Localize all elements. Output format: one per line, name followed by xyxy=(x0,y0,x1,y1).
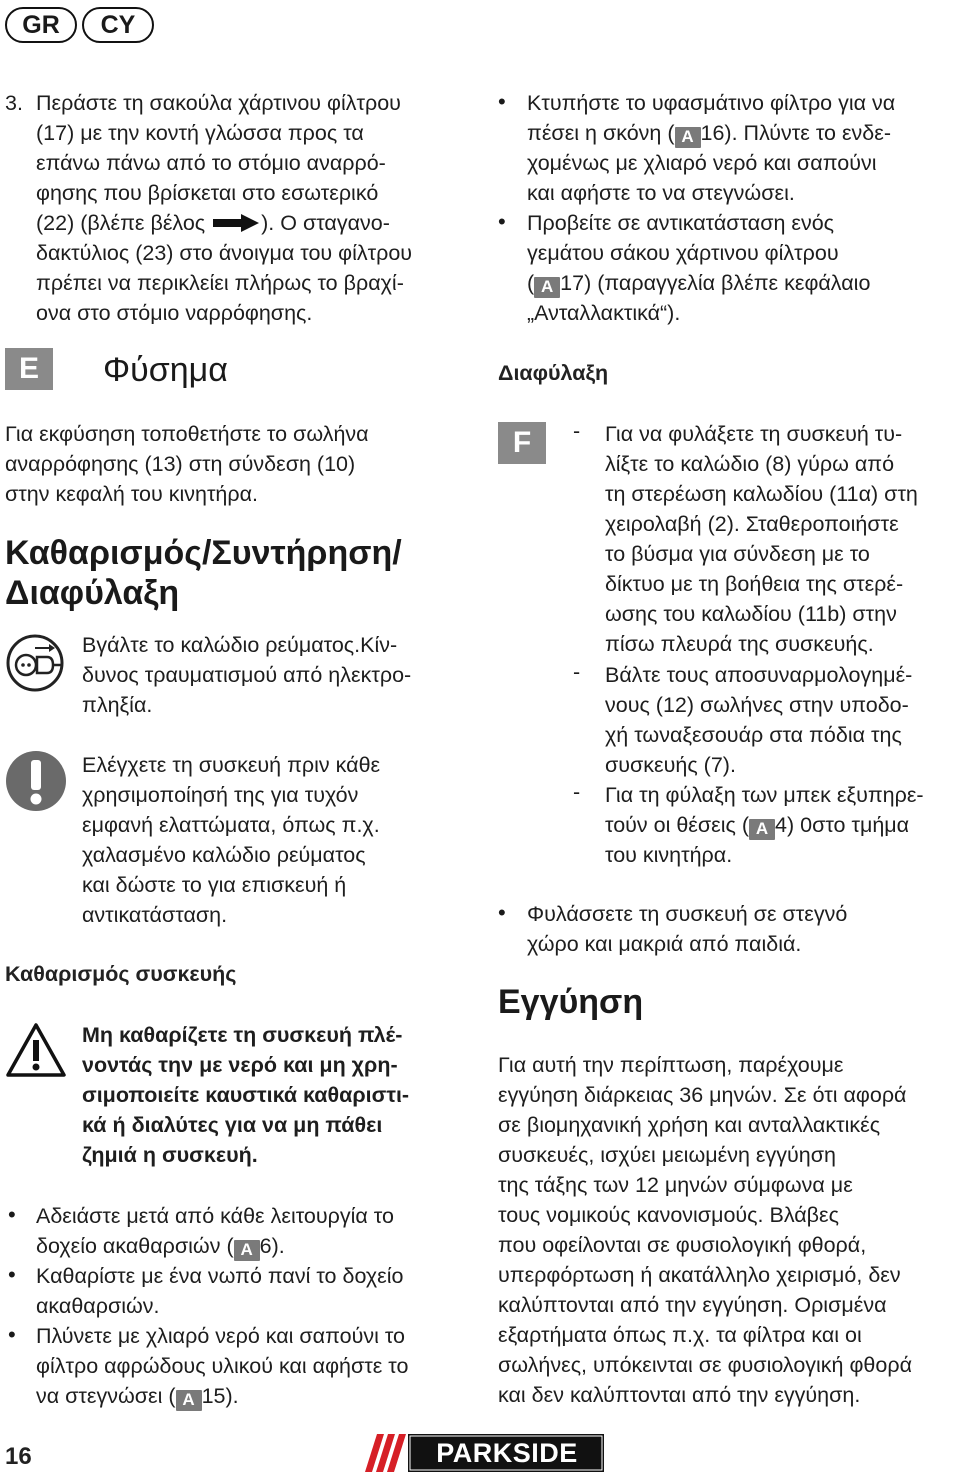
bullet-icon: • xyxy=(8,1262,16,1287)
dash-icon: - xyxy=(573,419,581,443)
list-item: Κτυπήστε το υφασμάτινο φίλτρο για να πέσει η σκόνη ( A 16). Πλύντε το ενδε- χομένως με χλιαρό νερό και σαπούνι και αφήστε το να στεγνώσει. xyxy=(527,91,896,205)
brand-name: PARKSIDE xyxy=(436,1438,578,1468)
unplug-warning: Βγάλτε το καλώδιο ρεύματος.Κίν- δυνος τραυματισμού από ηλεκτρο- πληξία. xyxy=(82,633,412,717)
list-item: Φυλάσσετε τη συσκευή σε στεγνό χώρο και μακριά από παιδιά. xyxy=(527,902,848,956)
unplug-icon xyxy=(5,633,65,693)
page-number: 16 xyxy=(5,1443,32,1470)
bullet-icon: • xyxy=(8,1202,16,1227)
bullet-icon: • xyxy=(498,89,506,114)
step-3-number: 3. xyxy=(5,91,23,115)
figure-a-icon: A xyxy=(534,277,560,298)
lang-badge-cy: CY xyxy=(82,7,154,43)
dash-icon: - xyxy=(573,780,581,804)
blow-instructions: Για εκφύσηση τοποθετήστε το σωλήνα αναρρόφησης (13) στη σύνδεση (10) στην κεφαλή του κινητήρα. xyxy=(5,422,369,506)
list-item: Αδειάστε μετά από κάθε λειτουργία το δοχείο ακαθαρσιών ( A 6). xyxy=(36,1204,394,1259)
list-item: Πλύνετε με χλιαρό νερό και σαπούνι το φίλτρο αφρώδους υλικού και αφήστε το να στεγνώσει ( A 15). xyxy=(36,1324,409,1409)
warranty-heading: Εγγύηση xyxy=(498,983,644,1021)
figure-a-icon: A xyxy=(749,819,775,840)
inspection-note: Ελέγχετε τη συσκευή πριν κάθε χρησιμοποίησή της για τυχόν εμφανή ελαττώματα, όπως π.χ. χαλασμένο καλώδιο ρεύματος και δώστε το για επισκευή ή αντικατάσταση. xyxy=(82,753,381,927)
cleaning-maintenance-heading: Καθαρισμός/Συντήρηση/ Διαφύλαξη xyxy=(5,534,402,612)
device-cleaning-heading: Καθαρισμός συσκευής xyxy=(5,962,237,986)
dash-icon: - xyxy=(573,660,581,684)
list-item: Καθαρίστε με ένα νωπό πανί το δοχείο ακαθαρσιών. xyxy=(36,1264,404,1318)
figure-a-icon: A xyxy=(675,127,701,148)
list-item: Προβείτε σε αντικατάσταση ενός γεμάτου σάκου χάρτινου φίλτρου ( A 17) (παραγγελία βλέπε κεφάλαιο „Ανταλλακτικά“). xyxy=(527,211,871,325)
parkside-logo xyxy=(362,1432,606,1474)
figure-a-icon: A xyxy=(176,1390,202,1411)
arrow-right-icon xyxy=(211,213,261,233)
exclamation-circle-icon xyxy=(5,750,67,812)
warranty-text: Για αυτή την περίπτωση, παρέχουμε εγγύηση διάρκειας 36 μηνών. Σε ότι αφορά σε βιομηχανική χρήση και ανταλλακτικές συσκευές, ισχύει μειωμένη εγγύηση της τάξης των 12 μηνών σύμφωνα με τους νομικούς κανονισμούς. Βλάβες που οφείλονται σε φυσιολογική φθορά, υπερφόρτωση ή ακατάλληλο χειρισμό, δεν καλύπτονται από την εγγύηση. Ορισμένα εξαρτήματα όπως π.χ. τα φίλτρα και οι σωλήνες, υπόκεινται σε φυσιολογική φθορά και δεν καλύπτονται από την εγγύηση. xyxy=(498,1053,913,1407)
section-e-title: Φύσημα xyxy=(103,351,228,389)
step-3-text: Περάστε τη σακούλα χάρτινου φίλτρου (17) με την κοντή γλώσσα προς τα επάνω πάνω από το στόμιο αναρρό- φησης που βρίσκεται στο εσωτερικό (22) (βλέπε βέλος ). Ο σταγανο- δακτύλιος (23) στο άνοιγμα του φίλτρου πρέπει να περικλείει πλήρως το βραχί- ονα στο στόμιο ναρρόφησης. xyxy=(36,91,413,325)
bullet-icon: • xyxy=(498,900,506,925)
figure-a-icon: A xyxy=(234,1240,260,1261)
section-e-badge: E xyxy=(5,348,53,390)
bullet-icon: • xyxy=(498,209,506,234)
list-item: Για να φυλάξετε τη συσκευή τυ- λίξτε το καλώδιο (8) γύρω από τη στερέωση καλωδίου (11α) στη χειρολαβή (2). Σταθεροποιήστε το βύσμα για σύνδεση με το δίκτυο με τη βοήθεια της στερέ- ωσης του καλωδίου (11b) στην πίσω πλευρά της συσκευής. xyxy=(605,422,918,656)
list-item: Βάλτε τους αποσυναρμολογημέ- νους (12) σωλήνες στην υποδο- χή τωναξεσουάρ στα πόδια της συσκευής (7). xyxy=(605,663,913,777)
list-item: Για τη φύλαξη των μπεκ εξυπηρε- τούν οι θέσεις ( A 4) 0στο τμήμα του κινητήρα. xyxy=(605,783,924,867)
bullet-icon: • xyxy=(8,1322,16,1347)
section-f-badge: F xyxy=(498,422,546,464)
water-cleaning-warning: Μη καθαρίζετε τη συσκευή πλέ- νοντάς την με νερό και μη χρη- σιμοποιείτε καυστικά καθαριστι- κά ή διαλύτες για να μη πάθει ζημιά η συσκευή. xyxy=(82,1023,410,1167)
storage-heading: Διαφύλαξη xyxy=(498,361,609,385)
warning-triangle-icon xyxy=(5,1022,67,1078)
lang-badge-gr: GR xyxy=(5,7,77,43)
